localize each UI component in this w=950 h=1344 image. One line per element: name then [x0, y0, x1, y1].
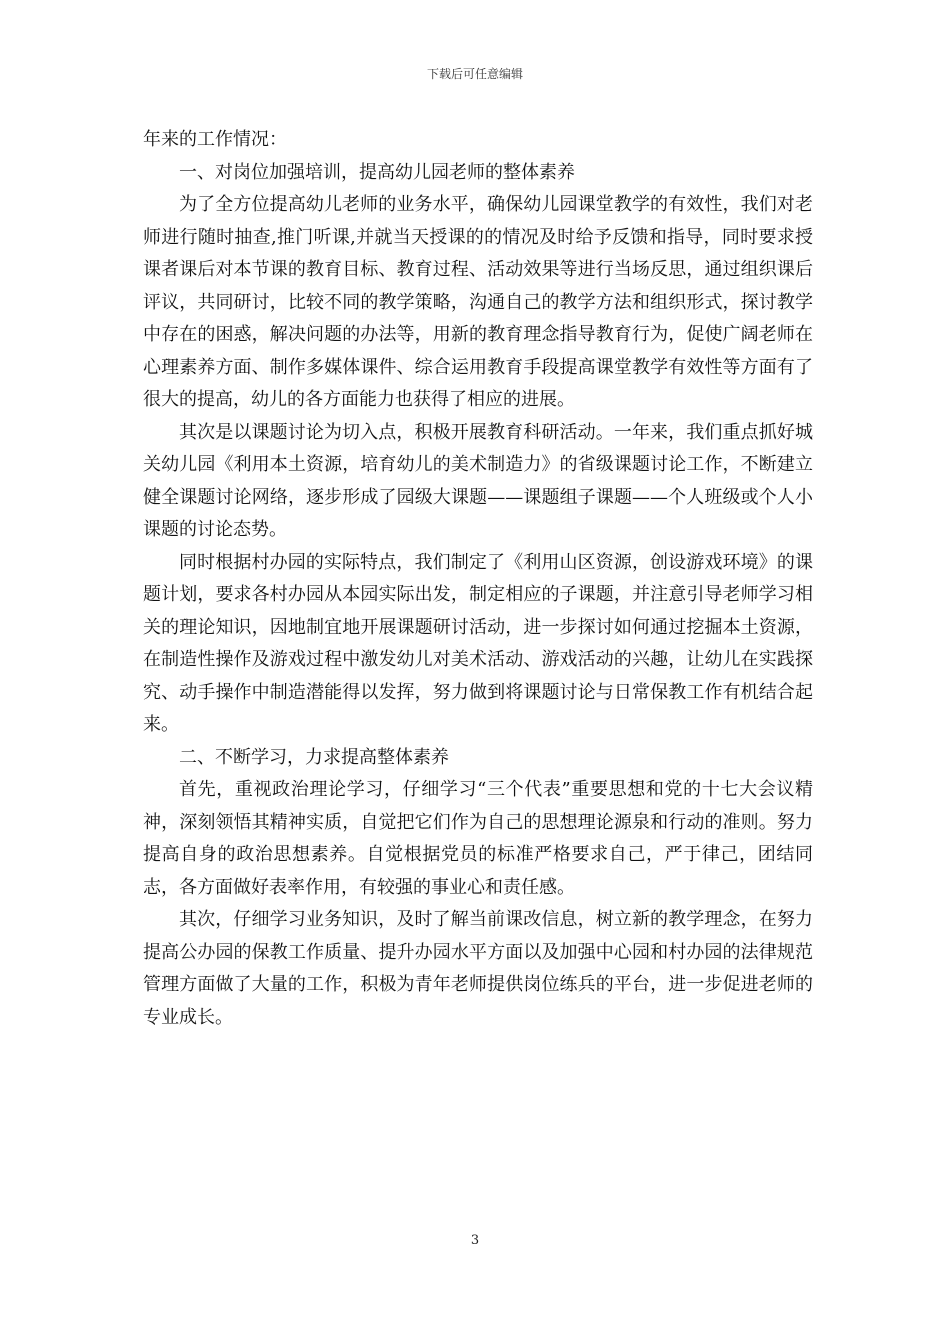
paragraph: 同时根据村办园的实际特点，我们制定了《利用山区资源，创设游戏环境》的课题计划，要求各村办园从本园实际出发，制定相应的子课题，并注意引导老师学习相关的理论知识，因地制宜地开展课题研讨活动，进一步探讨如何通过挖掘本土资源，在制造性操作及游戏过程中激发幼儿对美术活动、游戏活动的兴趣，让幼儿在实践探究、动手操作中制造潜能得以发挥，努力做到将课题讨论与日常保教工作有机结合起来。 [143, 551, 813, 735]
page-number: 3 [470, 1233, 480, 1248]
document-body [143, 124, 813, 1034]
header-note: 下载后可任意编辑 [426, 67, 523, 81]
section-heading-2: 二、不断学习，力求提高整体素养 [179, 746, 449, 768]
section-heading-1: 一、对岗位加强培训，提高幼儿园老师的整体素养 [179, 161, 575, 183]
paragraph: 首先，重视政治理论学习，仔细学习“三个代表”重要思想和党的十七大会议精神，深刻领悟其精神实质，自觉把它们作为自己的思想理论源泉和行动的准则。努力提高自身的政治思想素养。自觉根据党员的标准严格要求自己，严于律己，团结同志，各方面做好表率作用，有较强的事业心和责任感。 [143, 779, 813, 898]
paragraph-continuation: 年来的工作情况： [143, 129, 287, 150]
paragraph: 其次，仔细学习业务知识，及时了解当前课改信息，树立新的教学理念，在努力提高公办园的保教工作质量、提升办园水平方面以及加强中心园和村办园的法律规范管理方面做了大量的工作，积极为青年老师提供岗位练兵的平台，进一步促进老师的专业成长。 [143, 909, 813, 1028]
paragraph: 其次是以课题讨论为切入点，积极开展教育科研活动。一年来，我们重点抓好城关幼儿园《利用本土资源，培育幼儿的美术制造力》的省级课题讨论工作，不断建立健全课题讨论网络，逐步形成了园级大课题——课题组子课题——个人班级或个人小课题的讨论态势。 [143, 421, 813, 540]
paragraph: 为了全方位提高幼儿老师的业务水平，确保幼儿园课堂教学的有效性，我们对老师进行随时抽查,推门听课,并就当天授课的的情况及时给予反馈和指导，同时要求授课者课后对本节课的教育目标、教育过程、活动效果等进行当场反思，通过组织课后评议，共同研讨，比较不同的教学策略，沟通自己的教学方法和组织形式，探讨教学中存在的困惑，解决问题的办法等，用新的教育理念指导教育行为，促使广阔老师在心理素养方面、制作多媒体课件、综合运用教育手段提高课堂教学有效性等方面有了很大的提高，幼儿的各方面能力也获得了相应的进展。 [143, 194, 813, 410]
